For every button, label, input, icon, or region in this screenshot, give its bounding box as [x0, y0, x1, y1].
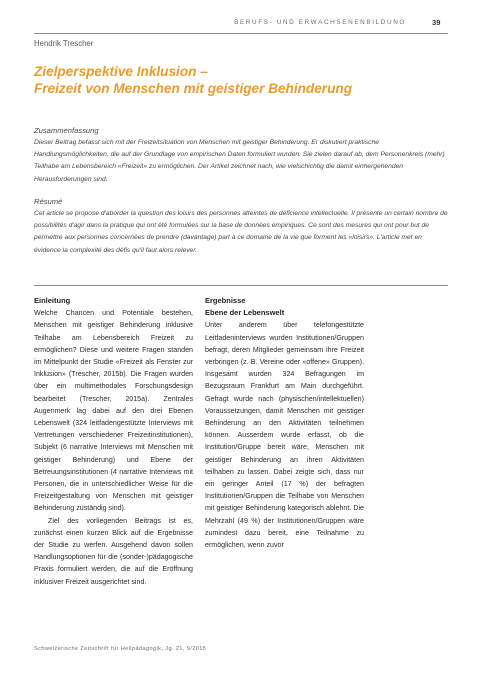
article-title: [34, 63, 454, 97]
body-column-right: [205, 295, 364, 551]
article-title-line-1: Zielperspektive Inklusion –: [34, 64, 208, 79]
abstract-german-heading: Zusammenfassung: [34, 126, 99, 135]
section-heading-intro: Einleitung: [34, 296, 71, 305]
abstract-divider: [34, 285, 448, 286]
body-column-left: [34, 295, 193, 588]
body-paragraph: Ziel des vorliegenden Beitrags ist es, zunächst einen kurzen Blick auf die Ergebnisse der Studie zu werfen. Ausgehend davon sollen Handlungsoptionen für die (sonder-)pädagogische Praxis formuliert werden, die auf die Eröffnung inklusiver Freizeit ausgerichtet sind.: [34, 516, 193, 586]
abstract-german-text: Dieser Beitrag befasst sich mit der Freizeitsituation von Menschen mit geistiger Behinderung. Er diskutiert praktische Handlungsmöglichkeiten, die auf der Grundlage von empirischen Daten formuliert wurden. Sie zielen darauf ab, dem Personenkreis (mehr) Teilhabe am Lebensbereich «Freizeit» zu ermöglichen. Der Artikel zeichnet nach, wie vielschichtig die damit einhergehenden Herausforderungen sind.: [34, 139, 445, 183]
running-head-title: BERUFS- UND ERWACHSENENBILDUNG: [234, 19, 406, 26]
abstract-german: [34, 125, 448, 186]
abstract-french: [34, 196, 448, 257]
section-heading-results: Ergebnisse: [205, 296, 246, 305]
page-number: 39: [432, 18, 441, 27]
body-paragraph: Unter anderem über telefongestützte Leitfadeninterviews wurden Institutionen/Gruppen befragt, deren Mitglieder gemeinsam ihre Freizeit verbringen (z. B. Vereine oder «offene» Gruppen). Insgesamt wurden 324 Befragungen im Bezugsraum Frankfurt am Main durchgeführt. Gefragt wurde nach (physischen/intellektuellen) Voraussetzungen, damit Menschen mit geistiger Behinderung an den Aktivitäten teilnehmen können. Ausserdem wurde erfasst, ob die Institution/Gruppe bereit wäre, Menschen mit geistiger Behinderung an ihren Aktivitäten teilhaben zu lassen. Dabei zeigte sich, dass nur ein geringer Anteil (17 %) der befragten Institutionen/Gruppen die Teilhabe von Menschen mit geistiger Behinderung kategorisch ablehnt. Die Mehrzahl (49 %) der Institutionen/Gruppen wäre zumindest dazu bereit, eine Teilnahme zu ermöglichen, wenn zuvor: [205, 321, 364, 550]
abstract-french-text: Cet article se propose d'aborder la question des loisirs des personnes atteintes de déficience intellectuelle. Il présente un certain nombre de possibilités d'agir dans la pratique qui ont été formulées sur la base de données empiriques. Ce sont des mesures qui ont pour but de permettre aux personnes concernées de prendre (davantage) part à ce domaine de la vie que forment les «loisirs». L'article met en évidence la complexité des défis qu'il faut alors relever.: [34, 210, 448, 254]
article-author: Hendrik Trescher: [34, 39, 94, 48]
body-paragraph: Welche Chancen und Potentiale bestehen, Menschen mit geistiger Behinderung inklusive Teilhabe am Lebensbereich Freizeit zu ermöglichen? Diese und weitere Fragen standen im Mittelpunkt der Studie «Freizeit als Fenster zur Inklusion» (Trescher, 2015b). Die Fragen wurden über ein multimethodales Forschungsdesign bearbeitet (Trescher, 2015a). Zentrales Augenmerk lag dabei auf den drei Ebenen Lebenswelt (324 leitfadengestützte Interviews mit Vertretungen verschiedener Freizeitinstitutionen), Subjekt (6 narrative Interviews mit Menschen mit geistiger Behinderung) und Ebene der Betreuungsinstitutionen (4 narrative Interviews mit Personen, die in unterschiedlicher Weise für die Freizeitgestaltung von Menschen mit geistiger Behinderung zuständig sind).: [34, 309, 193, 513]
journal-citation: Schweizerische Zeitschrift für Heilpädagogik, Jg. 21, 9/2015: [34, 646, 207, 652]
subsection-heading-lifeworld: Ebene der Lebenswelt: [205, 308, 285, 318]
article-title-line-2: Freizeit von Menschen mit geistiger Behinderung: [34, 81, 352, 96]
header-divider: [34, 33, 448, 34]
abstract-french-heading: Résumé: [34, 197, 63, 206]
